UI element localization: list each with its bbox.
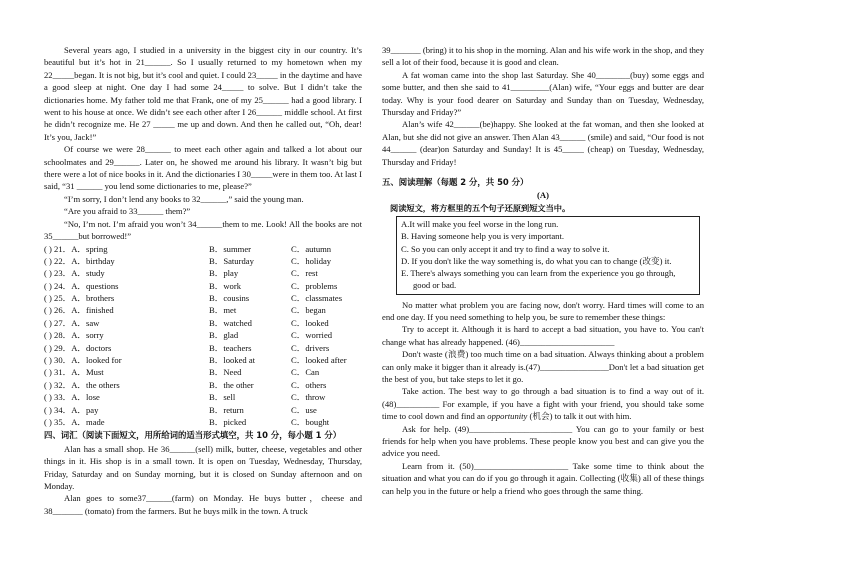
question-option-a: ( ) 32．A．the others bbox=[44, 379, 120, 390]
option-c: C. So you can only accept it and try to find a way to solve it. bbox=[401, 243, 610, 254]
option-d: D. If you don't like the way something is, do what you can to change (改变) it. bbox=[401, 255, 672, 266]
reading-paragraph-5: Ask for help. (49)________________________ You can go to your family or best friends for help when you have problems. These people know you best and can give you the advice you need. bbox=[382, 423, 704, 459]
question-option-c: C．worried bbox=[291, 330, 333, 341]
opportunity-tail: (机会) to talk it out with him. bbox=[527, 411, 632, 422]
question-option-c: C．holiday bbox=[291, 255, 332, 266]
question-row bbox=[44, 391, 362, 403]
question-option-b: B．met bbox=[209, 305, 237, 316]
question-option-a: ( ) 23．A．study bbox=[44, 268, 105, 279]
reading-instruction: 阅读短文，将方框里的五个句子还原到短文当中。 bbox=[390, 202, 571, 213]
question-option-a: ( ) 25．A．brothers bbox=[44, 293, 115, 304]
opportunity-word: opportunity bbox=[487, 411, 528, 422]
question-row bbox=[44, 329, 362, 341]
cloze-paragraph-4: “Are you afraid to 33______ them?” bbox=[64, 206, 191, 217]
question-option-b: B．glad bbox=[209, 330, 239, 341]
passage-label: (A) bbox=[537, 190, 549, 201]
question-row bbox=[44, 267, 362, 279]
question-row bbox=[44, 243, 362, 255]
question-option-a: ( ) 34．A．pay bbox=[44, 404, 99, 415]
question-option-b: B．looked at bbox=[209, 355, 256, 366]
option-a: A.It will make you feel worse in the long run. bbox=[401, 219, 559, 230]
question-option-a: ( ) 24．A．questions bbox=[44, 280, 119, 291]
question-option-c: C．problems bbox=[291, 280, 338, 291]
question-option-b: B．Saturday bbox=[209, 255, 254, 266]
question-option-a: ( ) 26．A．finished bbox=[44, 305, 114, 316]
cloze-paragraph-5: “No, I’m not. I’m afraid you won’t 34______them to me. Look! All the books are not 35______but borrowed!” bbox=[44, 218, 362, 242]
question-option-c: C．others bbox=[291, 379, 327, 390]
question-row bbox=[44, 255, 362, 267]
question-option-b: B．return bbox=[209, 404, 244, 415]
question-option-c: C．classmates bbox=[291, 293, 343, 304]
question-option-c: C．throw bbox=[291, 392, 326, 403]
question-option-b: B．cousins bbox=[209, 293, 250, 304]
reading-paragraph-6: Learn from it. (50)______________________ Take some time to think about the situation and what you can do if you go through it again. Collecting (收集) all of these things can help you in the future or help a friend who goes through the same thing. bbox=[382, 460, 704, 496]
question-row bbox=[44, 379, 362, 391]
question-option-b: B．play bbox=[209, 268, 239, 279]
reading-paragraph-4 bbox=[382, 385, 704, 422]
vocab-paragraph-2: Alan goes to some37______(farm) on Monday. He buys butter，cheese and 38_______ (tomato) from the farmers. But he buys milk in the town. A truck bbox=[44, 493, 362, 516]
question-option-b: B．Need bbox=[209, 367, 242, 378]
option-e-continued: good or bad. bbox=[413, 280, 457, 291]
question-option-b: B．the other bbox=[209, 379, 254, 390]
reading-paragraph-1: No matter what problem you are facing now, don't worry. Hard times will come to an end one day. If you need something to help you, be sure to remember these things: bbox=[382, 299, 704, 322]
question-option-c: C．bought bbox=[291, 416, 330, 427]
question-option-c: C．use bbox=[291, 404, 317, 415]
question-option-a: ( ) 28．A．sorry bbox=[44, 330, 104, 341]
question-row bbox=[44, 354, 362, 366]
question-row bbox=[44, 317, 362, 329]
question-option-c: C．looked bbox=[291, 317, 329, 328]
question-row bbox=[44, 404, 362, 416]
question-option-a: ( ) 35．A．made bbox=[44, 416, 105, 427]
vocab-paragraph-3: 39_______ (bring) it to his shop in the morning. Alan and his wife work in the shop, and they sell a lot of their food, because it is good and clean. bbox=[382, 45, 704, 68]
cloze-paragraph-3: “I’m sorry, I don’t lend any books to 32______,” said the young man. bbox=[64, 193, 304, 204]
question-option-c: C．rest bbox=[291, 268, 318, 279]
cloze-paragraph-1: Several years ago, I studied in a university in the biggest city in our country. It’s beautiful but it’s hot in 21______. So I usually returned to my hometown when my 22_____began. It is not big, but it’s cool and quiet. I could 23_____ in the daytime and have a good sleep at night. One day I had some 24_____ to solve. But I didn’t take the dictionaries home. My father told me that Frank, one of my 25______ had a good library. I went to his house at once. We didn’t see each other after I 26______ middle school. At first he didn’t recognize me. He 27 _____ me up and down. And then he called out, “Oh, dear! It’s you, Jack!” bbox=[44, 45, 362, 142]
question-option-b: B．picked bbox=[209, 416, 247, 427]
vocab-paragraph-4: A fat woman came into the shop last Saturday. She 40________(buy) some eggs and some butter, and then she said to 41_________(Alan) wife, “Your eggs and butter are dear today. Why is your food dearer on Saturday and Sunday than on Tuesday, Wednesday, Thursday and Friday?” bbox=[382, 69, 704, 118]
question-option-b: B．work bbox=[209, 280, 241, 291]
question-row bbox=[44, 304, 362, 316]
question-option-c: C．autumn bbox=[291, 243, 332, 254]
option-e: E. There's always something you can learn from the experience you go through, bbox=[401, 268, 676, 279]
question-option-c: C．Can bbox=[291, 367, 320, 378]
reading-paragraph-4-text: Take action. The best way to go through a bad situation is to find a way out of it. (48)__________ For example, if you have a fight with your friend, you should take some time to cool down and find an bbox=[382, 386, 704, 422]
question-row bbox=[44, 342, 362, 354]
question-option-a: ( ) 27．A．saw bbox=[44, 317, 100, 328]
question-option-a: ( ) 22．A．birthday bbox=[44, 255, 115, 266]
question-row bbox=[44, 280, 362, 292]
section-5-title: 五、阅读理解（每题 2 分，共 50 分） bbox=[382, 177, 529, 188]
question-list bbox=[44, 243, 362, 429]
reading-paragraph-3: Don't waste (浪费) too much time on a bad situation. Always thinking about a problem can only make it bigger than it already is.(47)________________Don't let a bad situation get the best of you, but take steps to let it go. bbox=[382, 349, 704, 384]
question-option-b: B．teachers bbox=[209, 342, 252, 353]
question-option-c: C．looked after bbox=[291, 355, 347, 366]
question-option-a: ( ) 29．A．doctors bbox=[44, 342, 112, 353]
question-option-a: ( ) 33．A．lose bbox=[44, 392, 100, 403]
question-row bbox=[44, 366, 362, 378]
question-row bbox=[44, 292, 362, 304]
question-row bbox=[44, 416, 362, 428]
question-option-c: C．drivers bbox=[291, 342, 330, 353]
section-4-title: 四、词汇（阅读下面短文，用所给词的适当形式填空，共 10 分，每小题 1 分） bbox=[44, 430, 342, 441]
question-option-a: ( ) 30．A．looked for bbox=[44, 355, 122, 366]
left-column bbox=[44, 44, 362, 517]
vocab-paragraph-5: Alan’s wife 42______(be)happy. She looked at the fat woman, and then she looked at Alan, but she did not give an answer. Then Alan 43______ (smile) and said, “Our food is not 44______ (dear)on Saturday and Sunday! It is 45_____ (cheap) on Tuesday, Wednesday, Thursday and Friday! bbox=[382, 119, 704, 167]
sentence-options-box bbox=[396, 216, 700, 294]
question-option-b: B．watched bbox=[209, 317, 252, 328]
question-option-b: B．summer bbox=[209, 243, 252, 254]
question-option-a: ( ) 31．A．Must bbox=[44, 367, 104, 378]
right-column bbox=[382, 44, 704, 497]
vocab-paragraph-1: Alan has a small shop. He 36______(sell) milk, butter, cheese, vegetables and other things in it. His shop is in a small town. It is open on Tuesday, Wednesday, Thursday, Friday, Saturday and on Sunday morning, but it is closed on Sunday afternoon and on Monday. bbox=[44, 443, 362, 491]
option-b: B. Having someone help you is very important. bbox=[401, 231, 565, 242]
question-option-a: ( ) 21．A．spring bbox=[44, 243, 108, 254]
reading-paragraph-2: Try to accept it. Although it is hard to accept a bad situation, you have to. You can't change what has already happened. (46)______________________ bbox=[382, 324, 704, 347]
question-option-b: B．sell bbox=[209, 392, 236, 403]
cloze-paragraph-2: Of course we were 28______ to meet each other again and talked a lot about our schoolmates and 29______. Later on, he showed me around his library. It wasn’t big but there were a lot of nice books in it. And the dictionaries I 30_____were in them too. At last I said, “31 ______ you lend some dictionaries to me, please?” bbox=[44, 144, 362, 192]
question-option-c: C．began bbox=[291, 305, 326, 316]
